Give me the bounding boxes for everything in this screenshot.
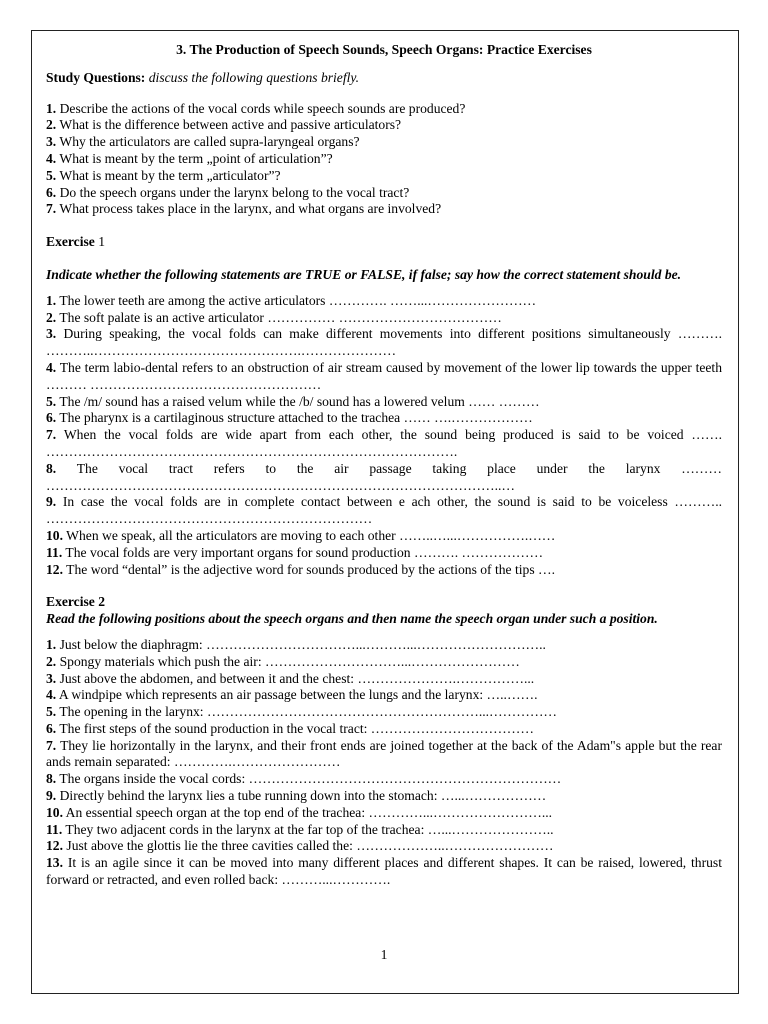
list-item: 6. The first steps of the sound production in the vocal tract: ………………………………	[46, 720, 534, 736]
study-questions-hint: discuss the following questions briefly.	[148, 69, 360, 85]
list-item: 11. They two adjacent cords in the larynx at the far top of the trachea: …...…………………..	[46, 821, 554, 837]
study-questions-heading	[46, 70, 722, 87]
list-item: 10. An essential speech organ at the top end of the trachea: …………...……………………...	[46, 804, 553, 820]
list-item: 10. When we speak, all the articulators are moving to each other ……..…...…………….……	[46, 527, 556, 543]
list-item: 7. When the vocal folds are wide apart from each other, the sound being produced is said to be voiced ……. ……………………………………………………………………………….	[46, 427, 722, 459]
list-item: 3. Why the articulators are called supra-laryngeal organs?	[46, 134, 360, 150]
document-title: 3. The Production of Speech Sounds, Speech Organs: Practice Exercises	[176, 42, 592, 57]
list-item: 1. Describe the actions of the vocal cords while speech sounds are produced?	[46, 100, 466, 116]
list-item: 12. The word “dental” is the adjective word for sounds produced by the actions of the tips ….	[46, 561, 556, 577]
list-item: 3. During speaking, the vocal folds can make different movements into different positions simultaneously ………. ………..……………………………………….…………………	[46, 326, 723, 359]
list-item: 5. What is meant by the term „articulator”?	[46, 167, 281, 183]
list-item: 9. Directly behind the larynx lies a tube running down into the stomach: …...………………	[46, 788, 547, 804]
list-item: 8. The organs inside the vocal cords: ……………………………………………………………	[46, 771, 562, 787]
exercise-2-instruction: Read the following positions about the speech organs and then name the speech organ under such a position.	[46, 611, 658, 627]
list-item: 2. What is the difference between active and passive articulators?	[46, 117, 402, 133]
list-item: 13. It is an agile since it can be moved into many different places and different shapes. It can be raised, lowered, thrust forward or retracted, and even rolled back: ………...………….	[46, 855, 722, 888]
list-item: 4. The term labio-dental refers to an obstruction of air stream caused by movement of the lower lip towards the upper teeth ……… ……………………………………………	[46, 359, 723, 392]
list-item: 2. Spongy materials which push the air: …………………………...……………………	[46, 653, 520, 669]
list-item: 5. The opening in the larynx: ……………………………………………………...……………	[46, 704, 558, 720]
exercise-1-heading	[46, 234, 722, 251]
exercise-2-heading	[46, 594, 722, 611]
list-item: 4. What is meant by the term „point of articulation”?	[46, 150, 333, 166]
list-item: 7. What process takes place in the larynx, and what organs are involved?	[46, 201, 442, 217]
list-item: 3. Just above the abdomen, and between it and the chest: ………………….……………...	[46, 670, 535, 686]
list-item: 7. They lie horizontally in the larynx, and their front ends are joined together at the back of the Adam"s apple but the rear ands remain separated: ………….……………………	[46, 737, 722, 770]
page-number: 1	[380, 947, 388, 962]
document-body	[46, 42, 722, 889]
exercise-1-list	[46, 293, 722, 579]
list-item: 2. The soft palate is an active articulator …………… ………………………………	[46, 309, 502, 325]
list-item: 6. The pharynx is a cartilaginous structure attached to the trachea …… ….………………	[46, 410, 533, 426]
list-item: 11. The vocal folds are very important organs for sound production ………. ………………	[46, 544, 544, 560]
list-item: 9. In case the vocal folds are in complete contact between e ach other, the sound is said to be voiceless ……….. ………………………………………………………………	[46, 494, 722, 527]
exercise-2-list	[46, 637, 722, 889]
list-item: 8. The vocal tract refers to the air passage taking place under the larynx ……… ………………………………………………………………………………………..…	[46, 460, 722, 493]
list-item: 6. Do the speech organs under the larynx belong to the vocal tract?	[46, 184, 410, 200]
exercise-1-number: 1	[98, 234, 106, 250]
list-item: 1. The lower teeth are among the active articulators …………. ……...……………………	[46, 292, 537, 308]
exercise-2-label: Exercise 2	[46, 594, 106, 610]
list-item: 4. A windpipe which represents an air passage between the lungs and the larynx: …..…….	[46, 687, 538, 703]
list-item: 1. Just below the diaphragm: ……………………………...………...………………………..	[46, 636, 546, 652]
study-questions-label: Study Questions:	[46, 69, 146, 85]
list-item: 5. The /m/ sound has a raised velum while the /b/ sound has a lowered velum …… ………	[46, 393, 540, 409]
study-questions-list	[46, 101, 722, 219]
exercise-1-instruction: Indicate whether the following statements are TRUE or FALSE, if false; say how the correct statement should be.	[46, 266, 682, 282]
list-item: 12. Just above the glottis lie the three cavities called the: ………………..……………………	[46, 838, 554, 854]
exercise-1-label: Exercise	[46, 234, 95, 250]
